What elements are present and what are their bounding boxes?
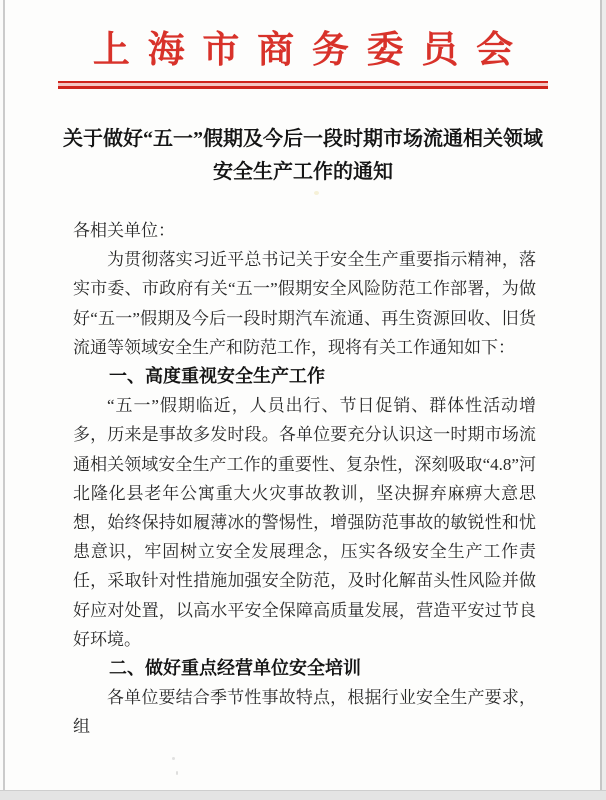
document-title-line-1: 关于做好“五一”假期及今后一段时期市场流通相关领域 (63, 128, 543, 150)
scan-speck (314, 191, 319, 195)
document-body (73, 216, 536, 742)
document-title (5, 123, 601, 189)
paragraph-section-1: “五一”假期临近，人员出行、节日促销、群体性活动增多，历来是事故多发时段。各单位要充分认识这一时期市场流通相关领域安全生产工作的重要性、复杂性，深刻吸取“4.8”河北隆化县老年公寓重大火灾事故教训，坚决摒弃麻痹大意思想，始终保持如履薄冰的警惕性，增强防范事故的敏锐性和忧患意识，牢固树立安全发展理念，压实各级安全生产工作责任，采取针对性措施加强安全防范，及时化解苗头性风险并做好应对处置，以高水平安全保障高质量发展，营造平安过节良好环境。 (73, 396, 536, 649)
scan-speck (176, 771, 178, 775)
section-heading-2: 二、做好重点经营单位安全培训 (109, 658, 361, 679)
section-heading-1: 一、高度重视安全生产工作 (109, 366, 325, 387)
paragraph-intro: 为贯彻落实习近平总书记关于安全生产重要指示精神，落实市委、市政府有关“五一”假期安全风险防范工作部署，为做好“五一”假期及今后一段时期汽车流通、再生资源回收、旧货流通等领域安全生产和防范工作，现将有关工作通知如下： (73, 250, 536, 357)
scan-speck (172, 757, 175, 760)
letterhead-divider-rule (58, 81, 548, 89)
page-left-edge (3, 0, 5, 791)
paragraph-section-2: 各单位要结合季节性事故特点，根据行业安全生产要求，组 (73, 688, 536, 737)
document-title-line-2: 安全生产工作的通知 (213, 161, 393, 183)
document-page (5, 0, 601, 790)
letterhead-agency-name: 上海市商务委员会 (92, 30, 531, 71)
salutation: 各相关单位： (73, 221, 175, 240)
page-right-margin (602, 0, 606, 791)
page-bottom-margin (0, 790, 606, 800)
